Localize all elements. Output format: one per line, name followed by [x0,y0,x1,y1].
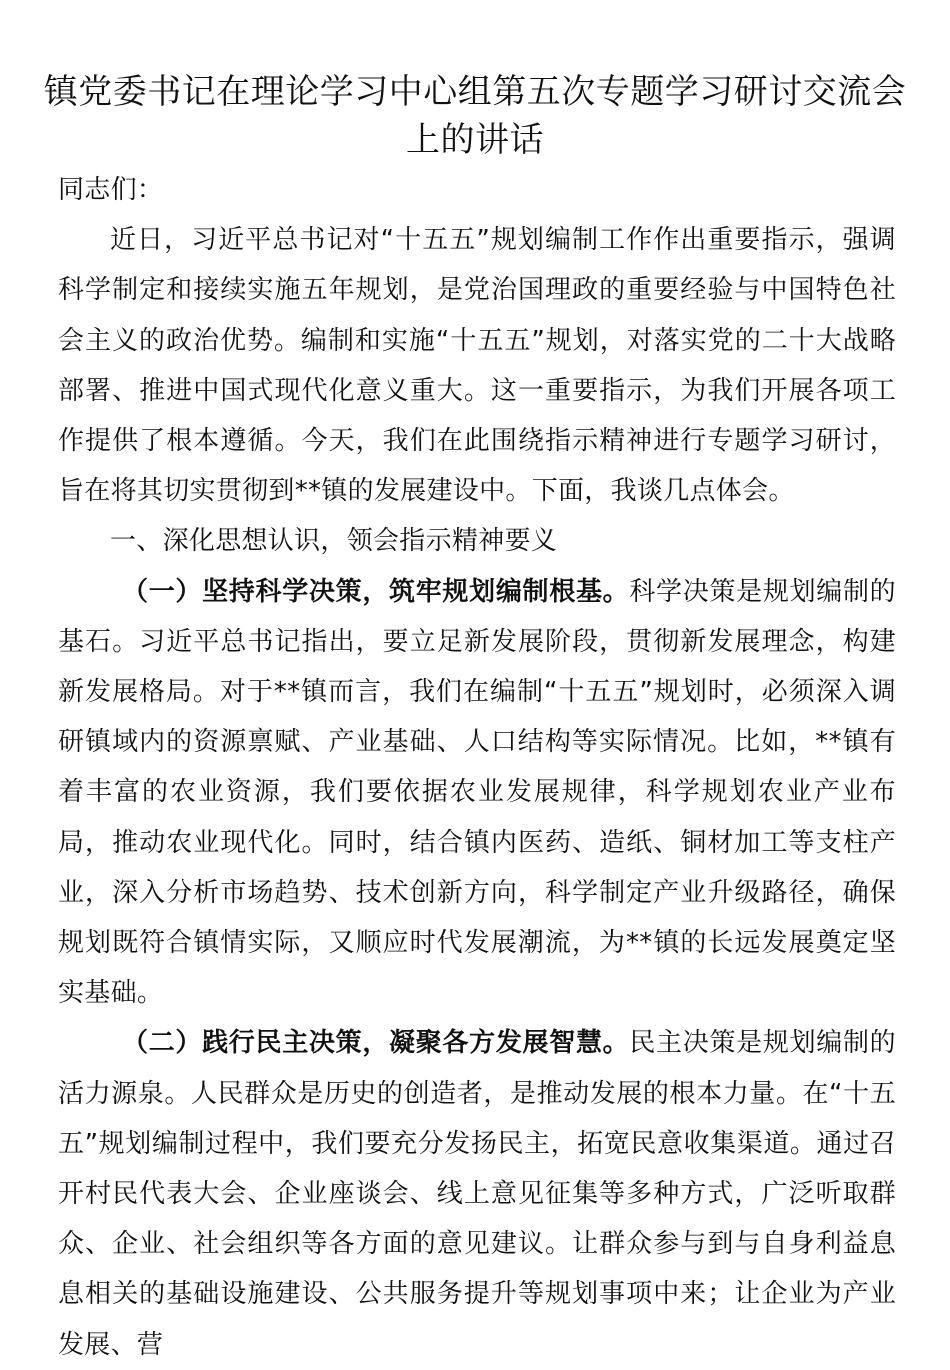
section-heading: 一、深化思想认识，领会指示精神要义 [110,526,558,557]
intro-paragraph: 近日，习近平总书记对“十五五”规划编制工作作出重要指示，强调科学制定和接续实施五年规划，是党治国理政的重要经验与中国特色社会主义的政治优势。编制和实施“十五五”规划，对落实党的二十大战略部署、推进中国式现代化意义重大。这一重要指示，为我们开展各项工作提供了根本遵循。今天，我们在此围绕指示精神进行专题学习研讨，旨在将其切实贯彻到**镇的发展建设中。下面，我谈几点体会。 [58,225,896,507]
salutation: 同志们： [58,175,164,205]
document-body [58,165,896,1370]
document-title: 镇党委书记在理论学习中心组第五次专题学习研讨交流会上的讲话 [43,72,907,160]
subsection-paragraph-2 [58,1018,896,1369]
subsection-heading-1: （一）坚持科学决策，筑牢规划编制根基。 [122,576,630,607]
subsection-text-1: 科学决策是规划编制的基石。习近平总书记指出，要立足新发展阶段，贯彻新发展理念，构建新发展格局。对于**镇而言，我们在编制“十五五”规划时，必须深入调研镇域内的资源禀赋、产业基础、人口结构等实际情况。比如，**镇有着丰富的农业资源，我们要依据农业发展规律，科学规划农业产业布局，推动农业现代化。同时，结合镇内医药、造纸、铜材加工等支柱产业，深入分析市场趋势、技术创新方向，科学制定产业升级路径，确保规划既符合镇情实际，又顺应时代发展潮流，为**镇的长远发展奠定坚实基础。 [58,576,896,1009]
subsection-paragraph-1 [58,567,896,1019]
subsection-heading-2: （二）践行民主决策，凝聚各方发展智慧。 [122,1028,630,1059]
subsection-text-2: 民主决策是规划编制的活力源泉。人民群众是历史的创造者，是推动发展的根本力量。在“十五五”规划编制过程中，我们要充分发扬民主，拓宽民意收集渠道。通过召开村民代表大会、企业座谈会、线上意见征集等多种方式，广泛听取群众、企业、社会组织等各方面的意见建议。让群众参与到与自身利益息息相关的基础设施建设、公共服务提升等规划事项中来；让企业为产业发展、营 [58,1028,896,1360]
